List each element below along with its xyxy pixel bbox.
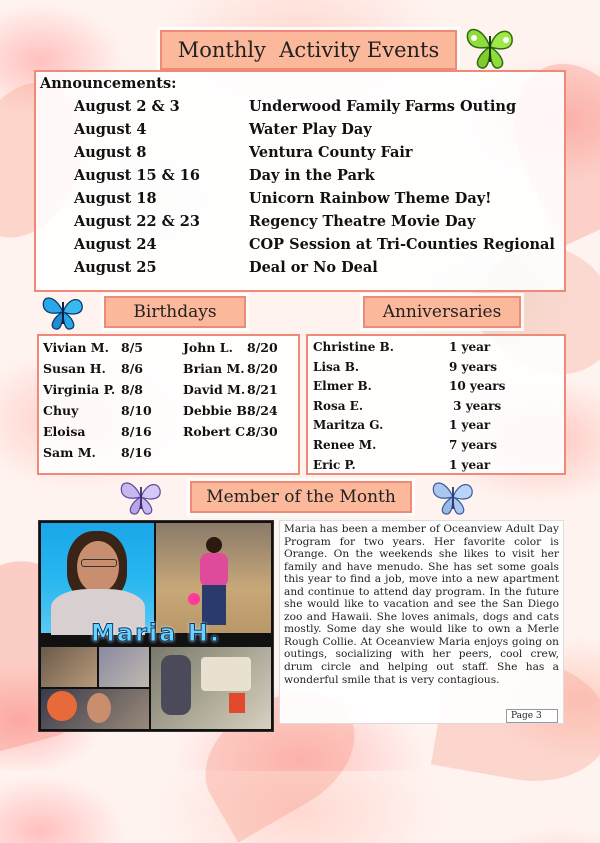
anniversary-row [308,340,564,358]
announcement-row [36,167,564,187]
anniversary-years: 1 year [449,457,491,472]
birthday-name: Chuy [43,403,79,418]
announcement-event: Regency Theatre Movie Day [249,213,476,230]
birthday-entry [183,340,301,355]
anniversary-name: Eric P. [313,457,356,472]
announcement-row [36,236,564,256]
butterfly-icon [430,476,476,518]
announcement-row [36,259,564,279]
birthday-entry [43,361,173,376]
announcement-date: August 4 [74,121,147,138]
birthday-entry [183,361,301,376]
announcement-date: August 25 [74,259,157,276]
anniversary-row [308,379,564,397]
birthday-entry [43,340,173,355]
page-number: Page 3 [506,709,558,723]
birthday-name: John L. [183,340,233,355]
birthday-date: 8/24 [247,403,278,418]
announcement-event: Water Play Day [249,121,372,138]
announcements-heading: Announcements: [40,75,177,92]
announcements-list [36,98,564,288]
announcement-row [36,98,564,118]
birthday-date: 8/6 [121,361,143,376]
announcement-row [36,121,564,141]
birthdays-left-column [43,340,173,470]
birthday-entry [183,403,301,418]
birthday-entry [43,403,173,418]
announcement-date: August 8 [74,144,147,161]
anniversary-name: Rosa E. [313,398,364,413]
announcement-row [36,213,564,233]
birthday-entry [43,382,173,397]
craft-photo [41,689,149,729]
birthday-name: David M. [183,382,246,397]
announcement-event: Deal or No Deal [249,259,378,276]
birthday-date: 8/5 [121,340,143,355]
portrait-photo [41,523,154,633]
anniversary-name: Maritza G. [313,418,384,433]
anniversary-years: 7 years [449,438,497,452]
birthday-entry [43,424,173,439]
announcement-date: August 18 [74,190,157,207]
butterfly-icon [118,476,164,518]
anniversary-row [308,360,564,378]
birthday-name: Vivian M. [43,340,109,355]
anniversary-row [308,399,564,417]
butterfly-icon [40,292,86,332]
birthday-entry [183,424,301,439]
announcement-date: August 15 & 16 [74,167,200,184]
birthday-date: 8/16 [121,424,152,439]
anniversary-name: Renee M. [313,438,377,452]
announcement-row [36,144,564,164]
bowling-photo [156,523,271,633]
anniversary-row [308,438,564,456]
announcement-date: August 2 & 3 [74,98,180,115]
birthday-date: 8/21 [247,382,278,397]
announcement-event: Ventura County Fair [249,144,413,161]
announcement-event: Day in the Park [249,167,375,184]
anniversaries-title: Anniversaries [363,296,521,328]
member-of-month-title: Member of the Month [190,481,412,513]
birthday-date: 8/30 [247,424,278,439]
anniversary-name: Lisa B. [313,359,360,374]
anniversary-years: 10 years [449,379,506,394]
birthday-entry [43,445,173,460]
announcement-event: Unicorn Rainbow Theme Day! [249,190,492,207]
member-bio: Maria has been a member of Oceanview Adult Day Program for two years. Her favorite color is Orange. On the weekends she likes to visit her family and have menudo. She has set some goals this year to find a job, move into a new apartment and continue to attend day program. In the future she would like to vacation and see the San Diego zoo and Hawaii. She loves animals, dogs and cats mostly. Some day she would like to own a Merle Rough Collie. At Oceanview Maria enjoys going on outings, socializing with her peers, cool crew, drum circle and helping out staff. She has a wonderful smile that is very contagious. [279,520,564,724]
announcement-row [36,190,564,210]
anniversary-years: 1 year [449,418,491,433]
anniversaries-panel [306,334,566,475]
birthday-name: Virginia P. [43,382,116,397]
birthdays-panel [37,334,300,475]
photo-caption: Maria H. [91,619,221,647]
table-photo [99,647,149,687]
birthday-name: Eloisa [43,424,86,439]
photo-collage [38,520,274,732]
anniversary-years: 1 year [449,340,491,354]
announcement-event: Underwood Family Farms Outing [249,98,517,115]
announcement-event: COP Session at Tri-Counties Regional [249,236,555,253]
birthday-name: Susan H. [43,361,106,376]
birthday-entry [183,382,301,397]
birthday-date: 8/10 [121,403,152,418]
birthday-name: Brian M. [183,361,245,376]
announcement-date: August 24 [74,236,157,253]
birthday-date: 8/20 [247,340,278,355]
painting-photo [151,647,271,729]
anniversaries-list [308,340,564,474]
page-title: Monthly Activity Events [160,30,457,70]
anniversary-name: Elmer B. [313,379,372,394]
anniversary-name: Christine B. [313,340,394,354]
announcement-date: August 22 & 23 [74,213,200,230]
birthday-name: Sam M. [43,445,96,460]
birthday-name: Robert C. [183,424,250,439]
birthdays-right-column [183,340,301,470]
group-photo [41,647,97,687]
butterfly-icon [462,22,518,72]
anniversary-years: 9 years [449,359,497,374]
anniversary-row [308,418,564,436]
anniversary-years: 3 years [449,398,502,413]
birthday-date: 8/16 [121,445,152,460]
anniversary-row [308,458,564,476]
announcements-panel [34,70,566,292]
birthday-date: 8/20 [247,361,278,376]
birthday-date: 8/8 [121,382,143,397]
birthday-name: Debbie B. [183,403,252,418]
birthdays-title: Birthdays [104,296,246,328]
